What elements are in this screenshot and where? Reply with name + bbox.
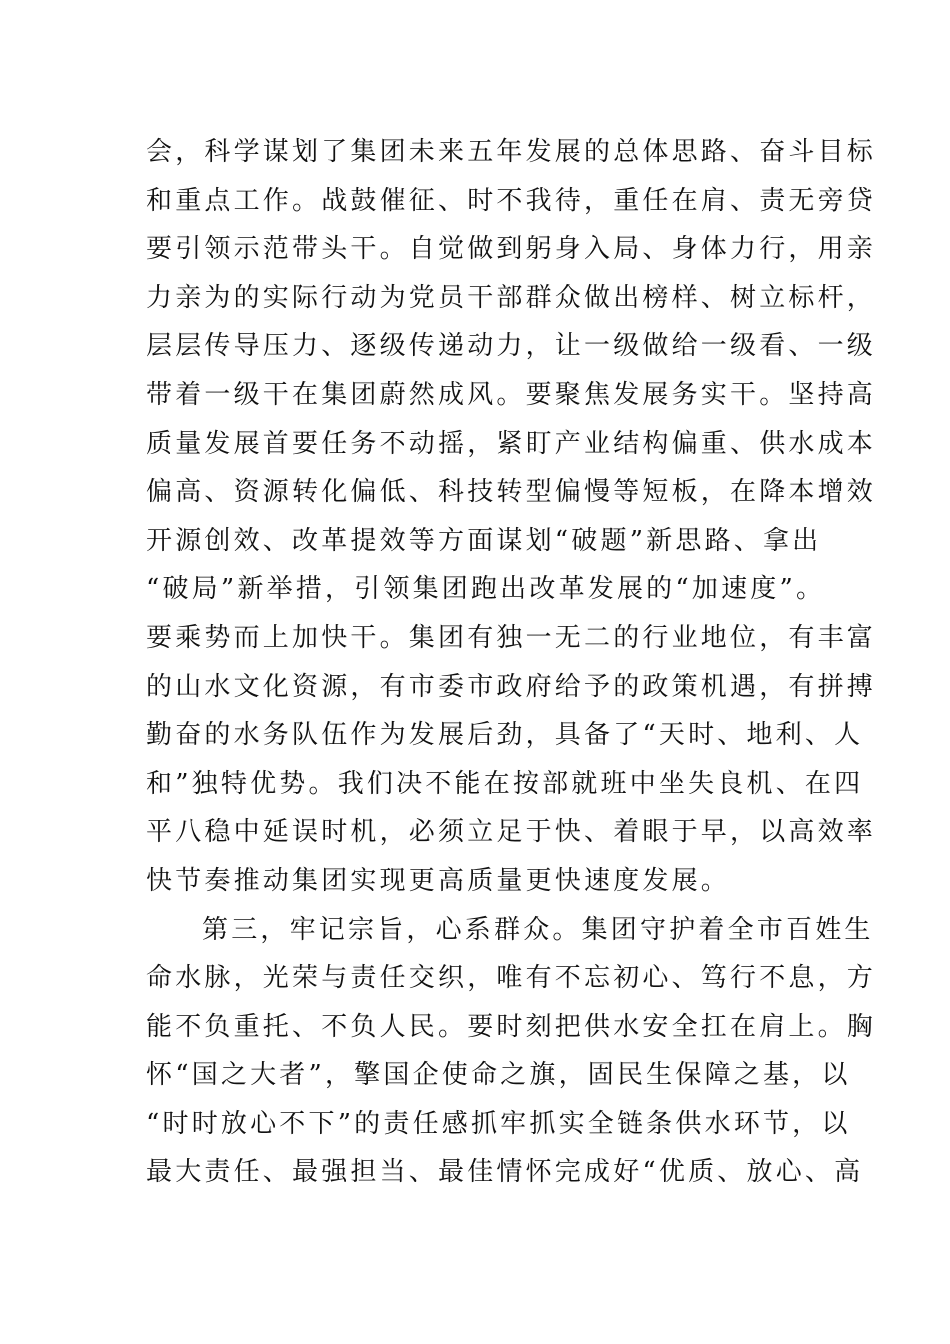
text-line: 力亲为的实际行动为党员干部群众做出榜样、树立标杆， <box>146 282 877 313</box>
text-line: 最大责任、最强担当、最佳情怀完成好“优质、放心、高 <box>146 1157 864 1188</box>
text-line: 能不负重托、不负人民。要时刻把供水安全扛在肩上。胸 <box>146 1011 877 1042</box>
text-line: 会，科学谋划了集团未来五年发展的总体思路、奋斗目标 <box>146 137 877 167</box>
text-line: “破局”新举措，引领集团跑出改革发展的“加速度”。 <box>146 574 826 605</box>
text-line: 命水脉，光荣与责任交织，唯有不忘初心、笃行不息，方 <box>146 963 877 994</box>
text-line: 的山水文化资源，有市委市政府给予的政策机遇，有拼搏 <box>146 671 877 702</box>
text-line: 要引领示范带头干。自觉做到躬身入局、身体力行，用亲 <box>146 234 877 265</box>
text-line: 带着一级干在集团蔚然成风。要聚焦发展务实干。坚持高 <box>146 379 877 410</box>
paragraph-start-line: 第三，牢记宗旨，心系群众。集团守护着全市百姓生 <box>202 914 874 945</box>
text-line: “时时放心不下”的责任感抓牢抓实全链条供水环节，以 <box>146 1108 851 1139</box>
text-line: 要乘势而上加快干。集团有独一无二的行业地位，有丰富 <box>146 622 877 653</box>
text-line: 层层传导压力、逐级传递动力，让一级做给一级看、一级 <box>146 331 877 362</box>
text-line: 怀“国之大者”，擎国企使命之旗，固民生保障之基，以 <box>146 1060 851 1091</box>
text-line: 平八稳中延误时机，必须立足于快、着眼于早，以高效率 <box>146 817 877 848</box>
text-line: 偏高、资源转化偏低、科技转型偏慢等短板，在降本增效 <box>146 477 877 508</box>
text-line: 和”独特优势。我们决不能在按部就班中坐失良机、在四 <box>146 768 864 799</box>
body-text <box>146 128 877 1197</box>
text-line: 和重点工作。战鼓催征、时不我待，重任在肩、责无旁贷 <box>146 185 877 216</box>
text-line: 质量发展首要任务不动摇，紧盯产业结构偏重、供水成本 <box>146 428 877 459</box>
text-line: 快节奏推动集团实现更高质量更快速度发展。 <box>146 865 731 896</box>
text-line: 勤奋的水务队伍作为发展后劲，具备了“天时、地利、人 <box>146 720 864 751</box>
text-line: 开源创效、改革提效等方面谋划“破题”新思路、拿出 <box>146 525 822 556</box>
